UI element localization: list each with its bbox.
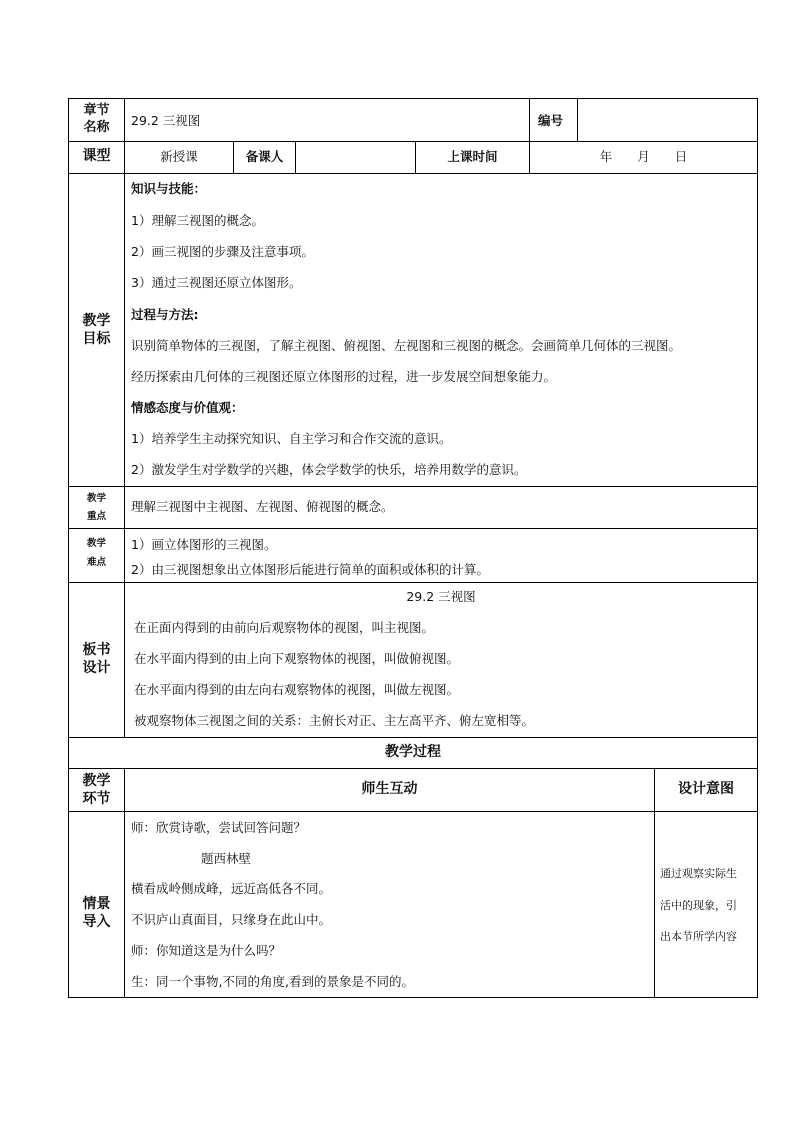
time-label: 上课时间 (447, 149, 498, 164)
time-value: 年 月 日 (599, 149, 688, 164)
intro-line-1: 师：欣赏诗歌，尝试回答问题？ (131, 820, 307, 835)
objectives-line-10: 2）激发学生对学数学的兴趣，体会学数学的快乐，培养用数学的意识。 (131, 462, 527, 477)
key-point-label-line1: 教学 (86, 493, 106, 504)
col-interaction-header: 师生互动 (361, 781, 418, 797)
objectives-line-6: 识别简单物体的三视图，了解主视图、俯视图、左视图和三视图的概念。会画简单几何体的三视图。 (131, 338, 682, 353)
board-line-1: 在正面内得到的由前向后观察物体的视图，叫主视图。 (134, 620, 435, 635)
intro-line-3: 横看成岭侧成峰，远近高低各不同。 (131, 881, 332, 896)
difficulty-line-2: 2）由三视图想象出立体图形后能进行简单的面积或体积的计算。 (131, 562, 489, 577)
col-intent-header: 设计意图 (678, 781, 734, 797)
intent-line-2: 活中的现象，引 (660, 899, 737, 912)
intro-line-6: 生：同一个事物,不同的角度,看到的景象是不同的。 (131, 974, 414, 989)
key-point-text: 理解三视图中主视图、左视图、俯视图的概念。 (131, 499, 394, 514)
number-label: 编号 (538, 113, 564, 128)
objectives-line-1: 知识与技能： (131, 181, 207, 196)
board-label: 板书设计 (82, 642, 111, 676)
objectives-label: 教学目标 (82, 313, 111, 347)
objectives-line-4: 3）通过三视图还原立体图形。 (131, 275, 302, 290)
intro-line-5: 师：你知道这是为什么吗？ (131, 943, 282, 958)
poem-title: 题西林壁 (201, 851, 252, 866)
objectives-line-3: 2）画三视图的步骤及注意事项。 (131, 244, 314, 259)
board-line-3: 在水平面内得到的由左向右观察物体的视图，叫做左视图。 (134, 682, 460, 697)
intent-line-3: 出本节所学内容 (660, 930, 737, 943)
col-stage-header: 教学环节 (82, 773, 111, 807)
objectives-line-9: 1）培养学生主动探究知识、自主学习和合作交流的意识。 (131, 431, 452, 446)
process-title: 教学过程 (385, 744, 441, 760)
board-line-4: 被观察物体三视图之间的关系：主俯长对正、主左高平齐、俯左宽相等。 (134, 713, 535, 728)
board-title: 29.2 三视图 (406, 589, 476, 604)
intro-line-4: 不识庐山真面目，只缘身在此山中。 (131, 912, 332, 927)
objectives-line-8: 情感态度与价值观： (131, 400, 244, 415)
type-value: 新授课 (160, 149, 198, 164)
difficulty-line-1: 1）画立体图形的三视图。 (131, 537, 277, 552)
difficulty-label-line1: 教学 (86, 538, 106, 549)
intent-line-1: 通过观察实际生 (660, 867, 737, 880)
key-point-label-line2: 重点 (86, 511, 106, 522)
chapter-value: 29.2 三视图 (131, 113, 201, 128)
preparer-label: 备课人 (245, 149, 284, 164)
objectives-line-7: 经历探索由几何体的三视图还原立体图形的过程，进一步发展空间想象能力。 (131, 369, 557, 384)
objectives-line-2: 1）理解三视图的概念。 (131, 213, 264, 228)
board-line-2: 在水平面内得到的由上向下观察物体的视图，叫做俯视图。 (134, 651, 460, 666)
type-label: 课型 (82, 148, 111, 164)
chapter-label: 章节名称 (83, 103, 110, 135)
intro-label: 情景导入 (82, 896, 111, 930)
difficulty-label-line2: 难点 (86, 557, 106, 568)
objectives-line-5: 过程与方法: (131, 307, 199, 322)
